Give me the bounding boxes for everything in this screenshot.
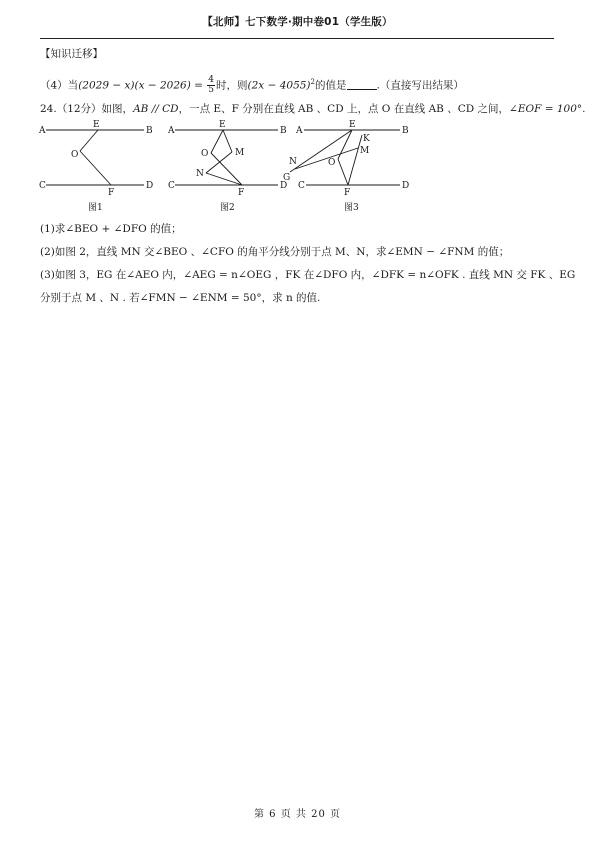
fig3-segment-of bbox=[338, 159, 348, 185]
question-24-part-2: (2)如图 2，直线 MN 交∠BEO 、∠CFO 的角平分线分别于点 M、N，求∠EMN − ∠FNM 的值； bbox=[40, 246, 510, 258]
fig2-segment-eo bbox=[211, 130, 223, 153]
question-24-part-3-line-1: (3)如图 3，EG 在∠AEO 内，∠AEG = n∠OEG ，FK 在∠DFO 内，∠DFK = n∠OFK . 直线 MN 交 FK 、EG bbox=[40, 269, 576, 281]
fig2-label-n: N bbox=[196, 169, 204, 179]
fig3-caption: 图3 bbox=[344, 203, 359, 213]
fig3-label-a: A bbox=[296, 126, 303, 136]
page-header: 【北师】七下数学·期中卷01（学生版） bbox=[202, 16, 393, 28]
q4-mid: 时，则 bbox=[216, 79, 248, 92]
figure-2 bbox=[167, 120, 287, 213]
q4-expr1: (2029 − x)(x − 2026) = bbox=[78, 79, 203, 92]
fig1-label-d: D bbox=[146, 181, 154, 191]
fig3-label-m: M bbox=[360, 146, 370, 156]
q4-tail: 的值是 bbox=[315, 79, 347, 92]
fig1-label-o: O bbox=[71, 150, 79, 160]
fig2-label-e: E bbox=[219, 120, 226, 130]
fig2-label-m: M bbox=[235, 148, 245, 158]
page-footer: 第 6 页 共 20 页 bbox=[254, 809, 341, 820]
fig1-label-c: C bbox=[39, 181, 46, 191]
q24-head: 24.（12分）如图， bbox=[40, 103, 134, 115]
fig1-caption: 图1 bbox=[88, 203, 103, 213]
fig3-label-g: G bbox=[283, 173, 291, 183]
fig1-label-f: F bbox=[108, 188, 115, 198]
fig3-label-k: K bbox=[363, 134, 370, 144]
geometry-figures bbox=[38, 118, 418, 218]
fig3-label-o: O bbox=[328, 158, 336, 168]
q4-frac-den: 5 bbox=[208, 85, 215, 95]
answer-blank[interactable] bbox=[347, 79, 377, 90]
fig3-label-d: D bbox=[402, 181, 410, 191]
q24-end: . bbox=[582, 103, 586, 115]
q4-fraction bbox=[207, 76, 215, 95]
fig3-line-mn bbox=[295, 148, 358, 169]
figure-3 bbox=[283, 120, 409, 213]
fig3-label-n: N bbox=[289, 157, 297, 167]
fig2-line-mn bbox=[206, 152, 232, 173]
figure-1 bbox=[38, 120, 153, 213]
header-rule bbox=[40, 38, 554, 39]
q24-body: ，一点 E、F 分别在直线 AB 、CD 上，点 O 在直线 AB 、CD 之间， bbox=[178, 103, 510, 115]
section-title: 【知识迁移】 bbox=[40, 48, 103, 60]
fig1-segment-of bbox=[80, 151, 111, 185]
fig1-label-a: A bbox=[39, 126, 46, 136]
fig3-label-f: F bbox=[344, 188, 351, 198]
q24-given1: AB // CD bbox=[133, 103, 179, 115]
fig2-label-c: C bbox=[168, 181, 175, 191]
fig2-label-a: A bbox=[168, 126, 175, 136]
fig3-ray-fk bbox=[348, 135, 362, 185]
question-4 bbox=[40, 75, 464, 95]
fig2-caption: 图2 bbox=[220, 203, 235, 213]
fig2-label-b: B bbox=[280, 126, 287, 136]
fig3-ray-eg bbox=[290, 130, 352, 172]
fig3-label-c: C bbox=[298, 181, 305, 191]
fig2-label-f: F bbox=[238, 188, 245, 198]
fig3-label-b: B bbox=[402, 126, 409, 136]
fig3-label-e: E bbox=[349, 120, 356, 130]
q4-exp: 2 bbox=[310, 78, 315, 86]
q4-frac-num: 4 bbox=[208, 75, 215, 85]
fig2-label-d: D bbox=[280, 181, 288, 191]
fig2-label-o: O bbox=[201, 149, 209, 159]
q24-given2: ∠EOF = 100° bbox=[509, 103, 583, 115]
fig1-label-e: E bbox=[93, 120, 100, 130]
question-24-part-1: (1)求∠BEO + ∠DFO 的值； bbox=[40, 223, 182, 235]
fig1-label-b: B bbox=[146, 126, 153, 136]
q4-num: （4）当 bbox=[40, 79, 79, 92]
fig2-bisector-em bbox=[223, 130, 232, 152]
question-24-stem bbox=[40, 102, 585, 116]
fig1-segment-eo bbox=[80, 130, 98, 151]
question-24-part-3-line-2: 分别于点 M 、N . 若∠FMN − ∠ENM = 50°，求 n 的值. bbox=[40, 292, 321, 304]
q4-hint: .（直接写出结果） bbox=[376, 79, 464, 92]
q4-expr2: (2x − 4055) bbox=[247, 79, 311, 92]
